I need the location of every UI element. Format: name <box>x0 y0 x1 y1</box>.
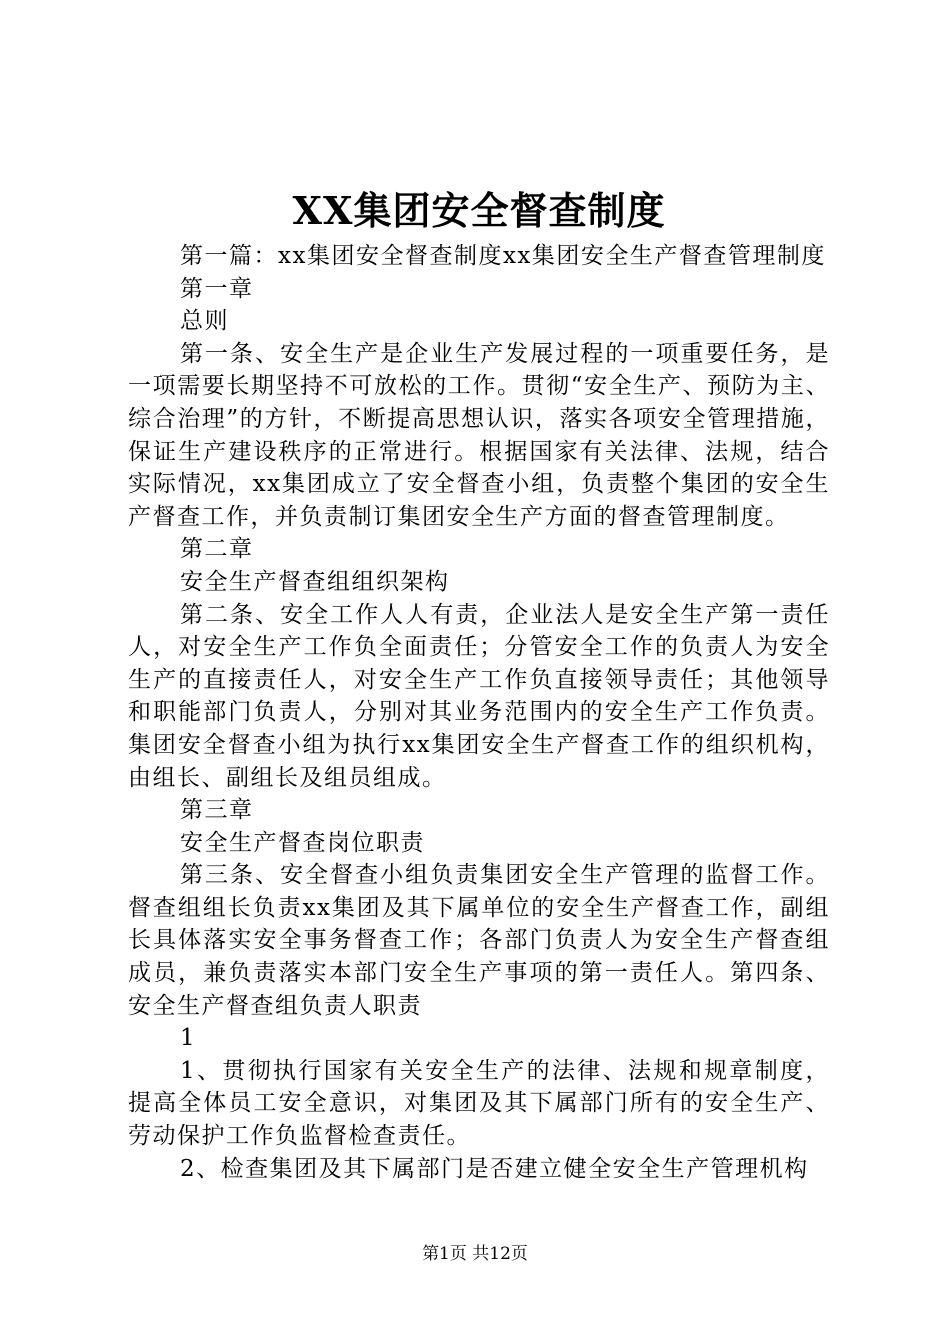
paragraph-section-heading: 第一篇：xx集团安全督查制度xx集团安全生产督查管理制度 <box>180 243 826 269</box>
paragraph-chapter-3-title: 安全生产督查岗位职责 <box>180 829 425 856</box>
paragraph-chapter-1-title: 总则 <box>180 308 229 335</box>
paragraph-item-2: 2、检查集团及其下属部门是否建立健全安全生产管理机构 <box>180 1155 809 1182</box>
document-body <box>128 184 830 1185</box>
page-footer: 第1页 共12页 <box>422 1244 528 1264</box>
paragraph-chapter-2-title: 安全生产督查组组织架构 <box>180 568 450 595</box>
paragraph-article-3: 第三条、安全督查小组负责集团安全生产管理的监督工作。督查组组长负责xx集团及其下属单位的安全生产督查工作，副组长具体落实安全事务督查工作；各部门负责人为安全生产督查组成员，兼负责落实本部门安全生产事项的第一责任人。第四条、安全生产督查组负责人职责 <box>128 862 830 1019</box>
paragraph-chapter-3: 第三章 <box>180 797 254 824</box>
paragraph-chapter-1: 第一章 <box>180 275 254 302</box>
paragraph-number: 1 <box>180 1025 197 1052</box>
paragraph-article-1: 第一条、安全生产是企业生产发展过程的一项重要任务，是一项需要长期坚持不可放松的工作。贯彻“安全生产、预防为主、综合治理”的方针，不断提高思想认识，落实各项安全管理措施，保证生产建设秩序的正常进行。根据国家有关法律、法规，结合实际情况，xx集团成立了安全督查小组，负责整个集团的安全生产督查工作，并负责制订集团安全生产方面的督查管理制度。 <box>128 340 830 530</box>
paragraph-chapter-2: 第二章 <box>180 536 254 563</box>
document-title: XX集团安全督查制度 <box>292 188 666 233</box>
paragraph-item-1: 1、贯彻执行国家有关安全生产的法律、法规和规章制度，提高全体员工安全意识，对集团及其下属部门所有的安全生产、劳动保护工作负监督检查责任。 <box>128 1057 830 1150</box>
paragraph-article-2: 第二条、安全工作人人有责，企业法人是安全生产第一责任人，对安全生产工作负全面责任；分管安全工作的负责人为安全生产的直接责任人，对安全生产工作负直接领导责任；其他领导和职能部门负责人，分别对其业务范围内的安全生产工作负责。集团安全督查小组为执行xx集团安全生产督查工作的组织机构，由组长、副组长及组员组成。 <box>128 601 830 791</box>
